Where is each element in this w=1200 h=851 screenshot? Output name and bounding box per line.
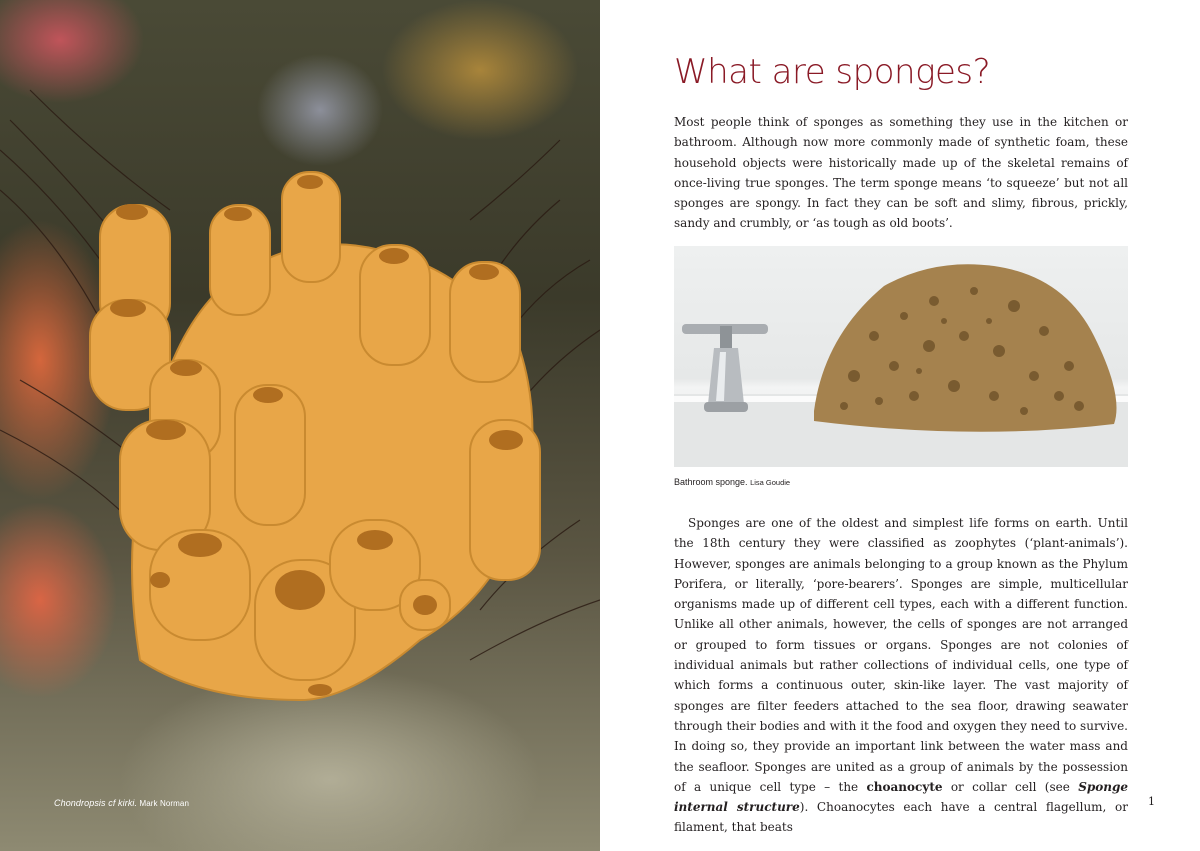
page-title: What are sponges? (674, 52, 991, 92)
photo-caption-right (674, 477, 790, 487)
caption-credit: Lisa Goudie (750, 478, 791, 487)
cross-reference: Sponge internal structure (674, 779, 1128, 815)
body-text-part3: ). Choanocytes each have a central flagellum, or filament, that beats (674, 800, 1128, 835)
yellow-sponge (90, 172, 540, 700)
bathroom-scene (674, 246, 1128, 467)
text-page (600, 0, 1200, 851)
caption-text: Bathroom sponge. (674, 477, 748, 487)
caption-species: Chondropsis cf kirki. (54, 798, 138, 808)
body-paragraph (674, 513, 1128, 838)
caption-credit: Mark Norman (139, 799, 190, 808)
natural-sponge (814, 264, 1117, 432)
body-text-part1: Sponges are one of the oldest and simplest life forms on earth. Until the 18th century they were classified as zoophytes (‘plant-animals’). However, sponges are animals belonging to a group known as the Phylum Porifera, or literally, ‘pore-bearers’. Sponges are simple, multicellular organisms made up of different cell types, each with a different function. Unlike all other animals, however, the cells of sponges are not arranged or grouped to form tissues or organs. Sponges are not colonies of individual animals but rather collections of individual cells, one type of which forms a continuous outer, skin-like layer. The vast majority of sponges are filter feeders attached to the sea floor, drawing seawater through their bodies and with it the food and oxygen they need to survive. In doing so, they provide an important link between the water mass and the seafloor. Sponges are united as a group of animals by the possession of a unique cell type – the (674, 516, 1128, 794)
bathroom-sponge-photo (674, 246, 1128, 467)
term-choanocyte: choanocyte (866, 779, 943, 794)
intro-paragraph: Most people think of sponges as something they use in the kitchen or bathroom. Although now more commonly made of synthetic foam, these household objects were historically made up of the skeletal remains of once-living true sponges. The term sponge means ‘to squeeze’ but not all sponges are spongy. In fact they can be soft and slimy, fibrous, prickly, sandy and crumbly, or ‘as tough as old boots’. (674, 115, 1128, 231)
body-text-part2: or collar cell (see (942, 779, 1079, 794)
photo-caption-left (54, 798, 189, 808)
page-number: 1 (1148, 795, 1155, 808)
